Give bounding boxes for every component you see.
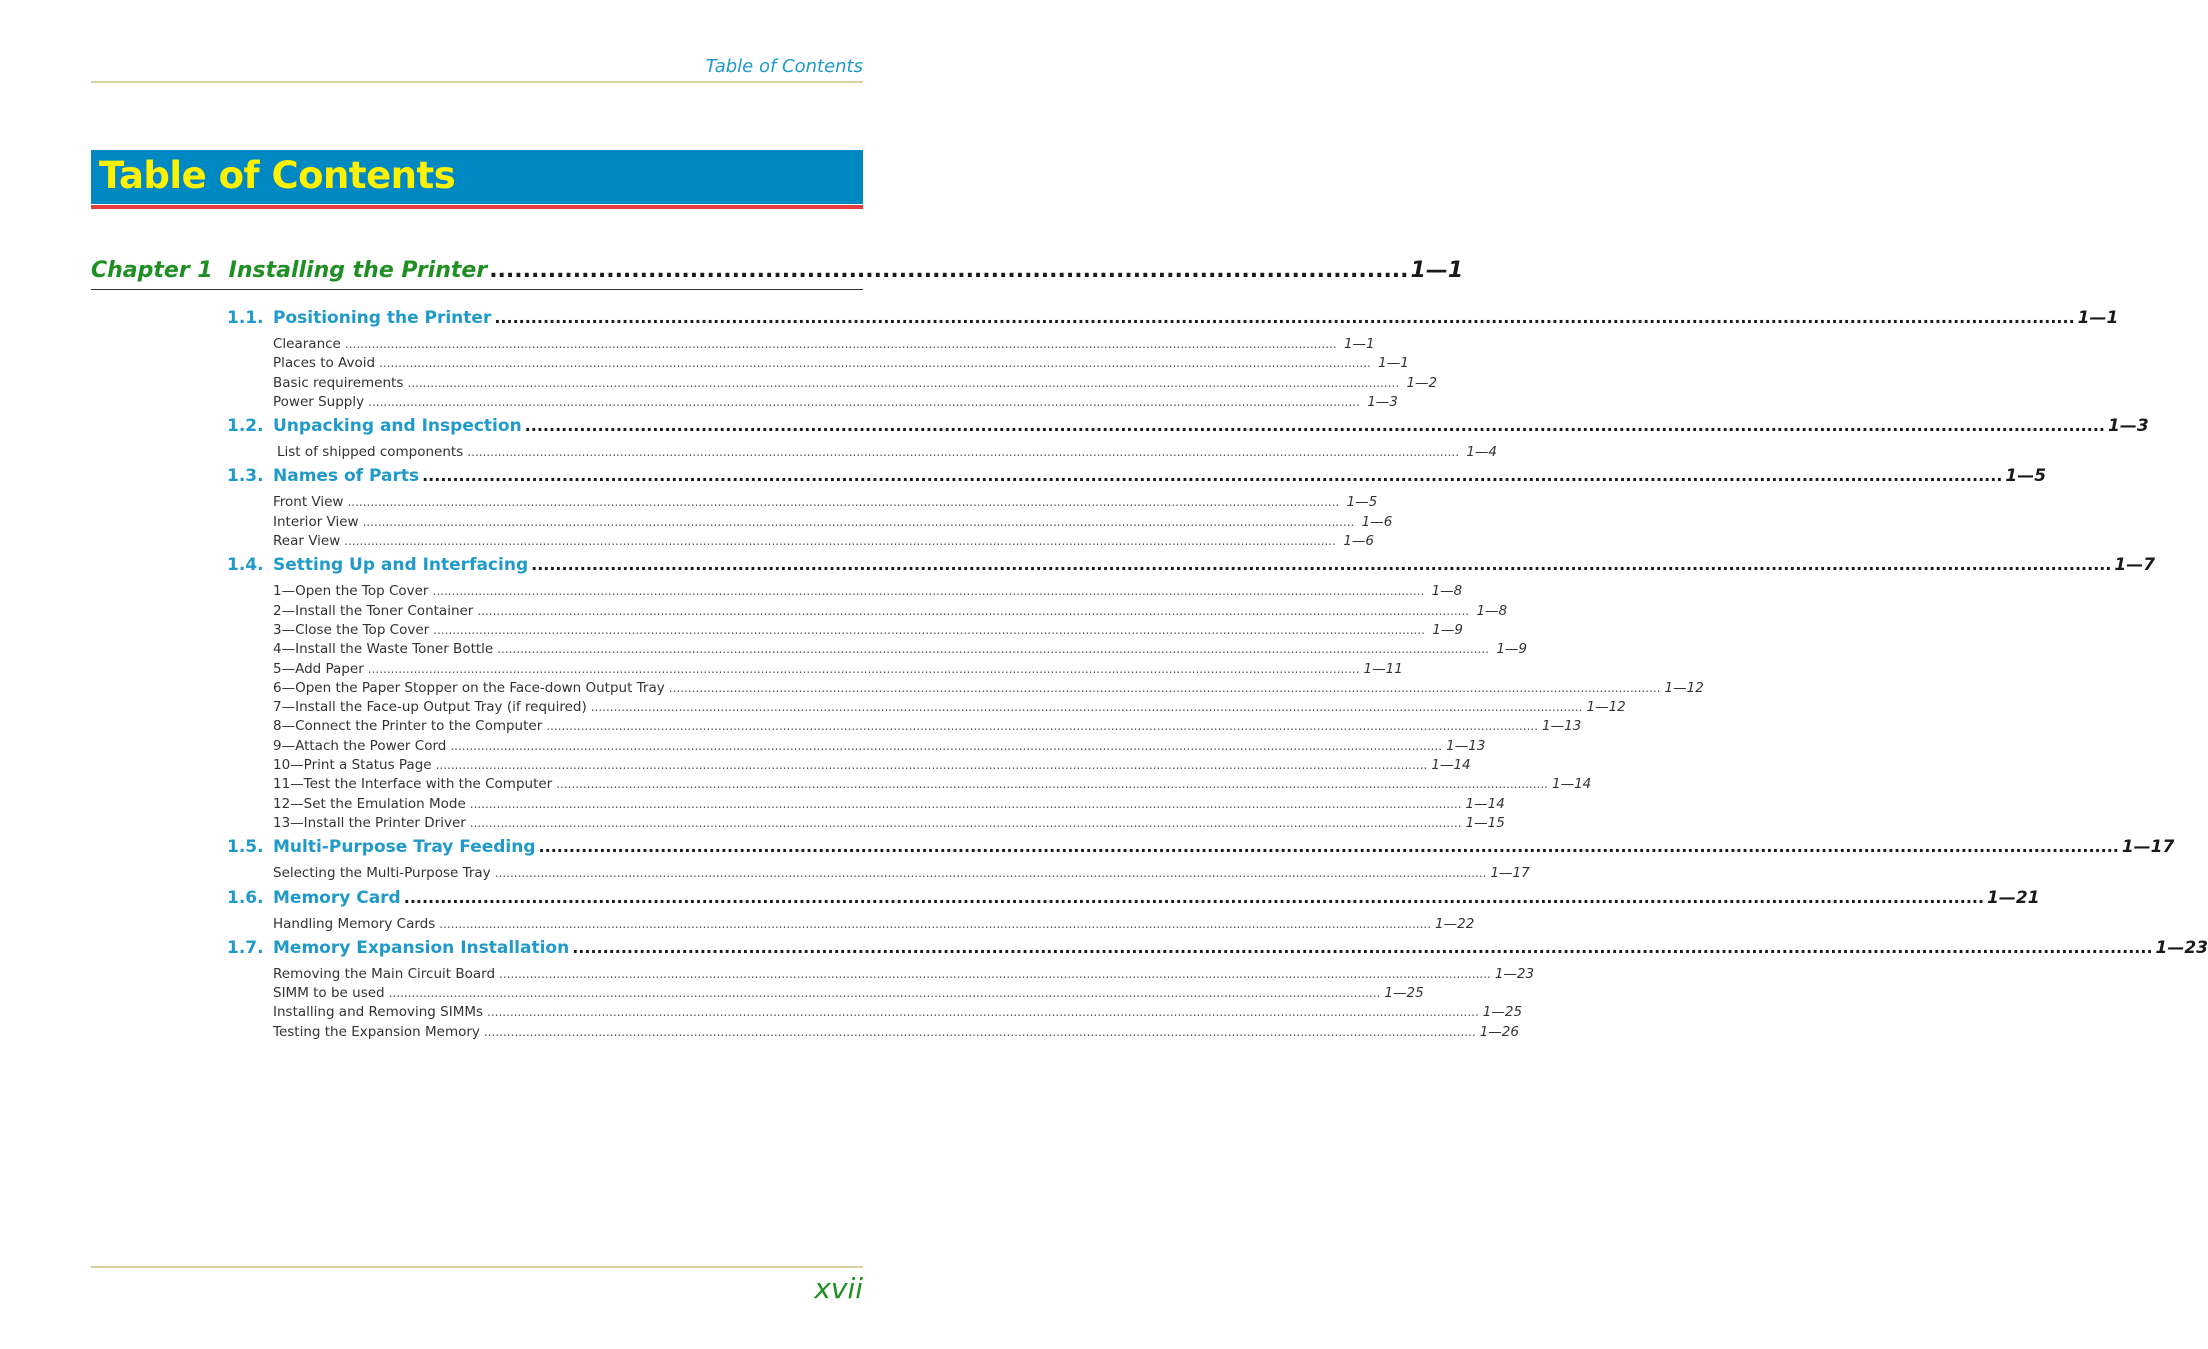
leader-dots: ....................................................................................................................................................................................................................................................................	[344, 534, 1336, 549]
entry-title: Clearance	[273, 336, 341, 352]
leader-dots: ....................................................................................................................................................................................................................................................................	[347, 495, 1340, 510]
running-header-title: Table of Contents	[705, 56, 863, 77]
toc-entry[interactable]	[273, 374, 1438, 394]
toc-section	[227, 308, 2119, 413]
leader-dots: ....................................................................................................................................................................................................................................................................	[439, 916, 1432, 931]
section-heading[interactable]	[227, 837, 2175, 865]
leader-dots: ....................................................................................................................................................................................................................................................................	[556, 777, 1548, 792]
entry-title: Rear View	[273, 533, 341, 550]
leader-dots: ....................................................................................................................................................................................................................................................................	[668, 680, 1661, 695]
toc-section	[227, 466, 2047, 552]
toc-section	[227, 937, 2208, 1043]
leader-dots: ....................................................................................................................................................................................................................................................................	[368, 394, 1360, 409]
toc-entry[interactable]	[273, 621, 1463, 641]
entry-page: 1—11	[1363, 660, 1403, 677]
entry-title: 9—Attach the Power Cord	[273, 737, 447, 754]
leader-dots: ....................................................................................................................................................................................................................................................................	[531, 555, 2112, 575]
leader-dots: ..............................................................................................................	[489, 258, 1409, 283]
leader-dots: ....................................................................................................................................................................................................................................................................	[483, 1024, 1476, 1039]
entry-title: 10—Print a Status Page	[273, 757, 432, 774]
section-page: 1—23	[2155, 937, 2208, 958]
chapter-rule	[91, 289, 863, 290]
entry-title: 2—Install the Toner Container	[273, 602, 474, 619]
toc-entry[interactable]	[273, 1023, 1519, 1043]
section-number: 1.2.	[227, 416, 264, 437]
entry-page: 1—14	[1431, 757, 1471, 774]
toc-entry[interactable]	[273, 533, 1374, 552]
toc-section	[227, 837, 2175, 884]
toc-entry[interactable]	[273, 737, 1486, 757]
entry-page: 1—1	[1343, 336, 1375, 352]
entry-page: 1—6	[1343, 533, 1374, 550]
entry-title: 1—Open the Top Cover	[273, 583, 429, 600]
toc-entry[interactable]	[273, 444, 1498, 463]
toc-entry[interactable]	[273, 699, 1626, 718]
toc-entry[interactable]	[273, 355, 1409, 374]
entry-page: 1—12	[1664, 679, 1704, 696]
entry-title: 6—Open the Paper Stopper on the Face-down Output Tray	[273, 679, 665, 696]
title-accent-rule	[91, 205, 863, 209]
section-page: 1—17	[2121, 837, 2175, 858]
entry-title: Removing the Main Circuit Board	[273, 965, 496, 982]
footer-page-number: xvii	[814, 1272, 863, 1305]
entry-title: 12—Set the Emulation Mode	[273, 795, 466, 812]
leader-dots: ....................................................................................................................................................................................................................................................................	[497, 642, 1489, 657]
entry-title: 4—Install the Waste Toner Bottle	[273, 641, 494, 658]
section-page: 1—7	[2114, 555, 2156, 576]
toc-entry[interactable]	[273, 776, 1592, 795]
leader-dots: ....................................................................................................................................................................................................................................................................	[538, 837, 2119, 857]
entry-title: Front View	[273, 494, 344, 511]
leader-dots: ....................................................................................................................................................................................................................................................................	[403, 887, 1985, 907]
toc-entry[interactable]	[273, 494, 1378, 513]
entry-title: Handling Memory Cards	[273, 915, 436, 932]
section-title: Setting Up and Interfacing	[273, 555, 529, 576]
chapter-page: 1—1	[1410, 258, 1464, 283]
leader-dots: ....................................................................................................................................................................................................................................................................	[546, 719, 1539, 734]
entry-title: SIMM to be used	[273, 985, 385, 1002]
toc-entry[interactable]	[273, 1004, 1523, 1023]
title-banner	[91, 150, 863, 204]
entry-page: 1—22	[1435, 915, 1475, 932]
toc-entry[interactable]	[273, 660, 1403, 680]
entry-page: 1—25	[1384, 985, 1424, 1002]
entry-page: 1—1	[1378, 355, 1409, 372]
entry-title: 8—Connect the Printer to the Computer	[273, 718, 543, 735]
chapter-label: Chapter 1	[91, 258, 213, 283]
entry-page: 1—9	[1496, 641, 1527, 658]
leader-dots: ....................................................................................................................................................................................................................................................................	[477, 603, 1470, 618]
entry-title: 5—Add Paper	[273, 660, 364, 677]
toc-entry[interactable]	[273, 915, 1475, 935]
leader-dots: ....................................................................................................................................................................................................................................................................	[344, 337, 1337, 351]
entry-title: Power Supply	[273, 393, 365, 410]
section-heading[interactable]	[227, 887, 2040, 916]
entry-title: Installing and Removing SIMMs	[273, 1004, 484, 1021]
toc-entry[interactable]	[273, 814, 1505, 834]
chapter-heading[interactable]	[91, 258, 1464, 288]
toc-section	[227, 416, 2149, 463]
toc-entry[interactable]	[273, 336, 1375, 355]
entry-title: Places to Avoid	[273, 355, 376, 372]
section-title: Unpacking and Inspection	[273, 416, 522, 437]
entry-page: 1—26	[1479, 1023, 1519, 1040]
footer-rule	[91, 1266, 863, 1268]
section-title: Memory Expansion Installation	[273, 937, 570, 958]
leader-dots: ....................................................................................................................................................................................................................................................................	[467, 445, 1460, 460]
toc-list	[227, 308, 2208, 1046]
leader-dots: ....................................................................................................................................................................................................................................................................	[487, 1005, 1479, 1020]
entry-title: Selecting the Multi-Purpose Tray	[273, 865, 491, 882]
toc-entry[interactable]	[273, 795, 1505, 815]
entry-page: 1—25	[1482, 1004, 1523, 1021]
toc-section	[227, 555, 2156, 834]
leader-dots: ....................................................................................................................................................................................................................................................................	[450, 738, 1443, 753]
section-page: 1—5	[2005, 466, 2047, 487]
entry-page: 1—8	[1431, 583, 1463, 600]
section-heading[interactable]	[227, 416, 2149, 444]
section-title: Memory Card	[273, 887, 401, 908]
section-number: 1.1.	[227, 308, 264, 328]
toc-entry[interactable]	[273, 865, 1530, 884]
section-page: 1—3	[2107, 416, 2149, 437]
leader-dots: ....................................................................................................................................................................................................................................................................	[432, 584, 1425, 599]
leader-dots: ....................................................................................................................................................................................................................................................................	[469, 815, 1462, 830]
leader-dots: ....................................................................................................................................................................................................................................................................	[362, 514, 1355, 529]
leader-dots: ....................................................................................................................................................................................................................................................................	[494, 308, 2075, 327]
entry-title: 11—Test the Interface with the Computer	[273, 776, 553, 793]
toc-section	[227, 887, 2040, 935]
chapter-title: Installing the Printer	[228, 258, 488, 283]
entry-page: 1—15	[1465, 814, 1505, 831]
toc-entry[interactable]	[273, 679, 1704, 699]
section-title: Positioning the Printer	[273, 308, 492, 328]
entry-page: 1—3	[1367, 393, 1398, 410]
entry-page: 1—8	[1476, 602, 1508, 619]
leader-dots: ....................................................................................................................................................................................................................................................................	[590, 700, 1583, 715]
entry-title: Basic requirements	[273, 374, 404, 391]
leader-dots: ....................................................................................................................................................................................................................................................................	[524, 416, 2105, 436]
toc-entry[interactable]	[273, 965, 1535, 985]
leader-dots: ....................................................................................................................................................................................................................................................................	[388, 986, 1381, 1001]
leader-dots: ....................................................................................................................................................................................................................................................................	[379, 356, 1371, 371]
section-number: 1.6.	[227, 887, 264, 908]
leader-dots: ....................................................................................................................................................................................................................................................................	[407, 375, 1400, 390]
section-number: 1.3.	[227, 466, 264, 487]
toc-entry[interactable]	[273, 641, 1527, 660]
entry-title: Testing the Expansion Memory	[273, 1023, 480, 1040]
entry-page: 1—17	[1490, 865, 1530, 882]
leader-dots: ....................................................................................................................................................................................................................................................................	[469, 796, 1462, 811]
section-number: 1.5.	[227, 837, 264, 858]
section-number: 1.7.	[227, 937, 264, 958]
entry-page: 1—9	[1432, 621, 1463, 638]
entry-page: 1—5	[1346, 494, 1378, 511]
leader-dots: ....................................................................................................................................................................................................................................................................	[494, 866, 1487, 881]
section-heading[interactable]	[227, 466, 2047, 494]
entry-page: 1—2	[1406, 374, 1438, 391]
entry-page: 1—23	[1494, 965, 1535, 982]
leader-dots: ....................................................................................................................................................................................................................................................................	[367, 661, 1360, 676]
toc-entry[interactable]	[273, 602, 1508, 622]
toc-entry[interactable]	[273, 718, 1582, 737]
toc-entry[interactable]	[273, 513, 1393, 533]
section-title: Names of Parts	[273, 466, 420, 487]
entry-title: 7—Install the Face-up Output Tray (if required)	[273, 699, 587, 716]
section-title: Multi-Purpose Tray Feeding	[273, 837, 536, 858]
header-rule	[91, 81, 863, 83]
entry-title: Interior View	[273, 513, 359, 530]
entry-title: List of shipped components	[277, 444, 464, 461]
leader-dots: ....................................................................................................................................................................................................................................................................	[422, 466, 2003, 486]
entry-page: 1—6	[1361, 513, 1393, 530]
entry-page: 1—12	[1586, 699, 1626, 716]
section-page: 1—1	[2077, 308, 2119, 328]
toc-entry[interactable]	[273, 985, 1424, 1004]
entry-page: 1—4	[1466, 444, 1498, 461]
entry-page: 1—14	[1552, 776, 1592, 793]
section-page: 1—21	[1987, 887, 2040, 908]
entry-page: 1—13	[1446, 737, 1486, 754]
section-heading[interactable]	[227, 308, 2119, 336]
leader-dots: ....................................................................................................................................................................................................................................................................	[499, 966, 1491, 981]
toc-entry[interactable]	[273, 393, 1398, 413]
page-title: Table of Contents	[99, 154, 456, 197]
leader-dots: ....................................................................................................................................................................................................................................................................	[433, 622, 1425, 637]
entry-page: 1—14	[1465, 795, 1505, 812]
entry-page: 1—13	[1542, 718, 1582, 735]
section-heading[interactable]	[227, 555, 2156, 583]
toc-entry[interactable]	[273, 583, 1463, 602]
entry-title: 13—Install the Printer Driver	[273, 814, 466, 831]
leader-dots: ....................................................................................................................................................................................................................................................................	[435, 758, 1428, 773]
section-number: 1.4.	[227, 555, 264, 576]
entry-title: 3—Close the Top Cover	[273, 621, 430, 638]
toc-entry[interactable]	[273, 757, 1471, 776]
leader-dots: ....................................................................................................................................................................................................................................................................	[572, 937, 2153, 957]
section-heading[interactable]	[227, 937, 2208, 966]
